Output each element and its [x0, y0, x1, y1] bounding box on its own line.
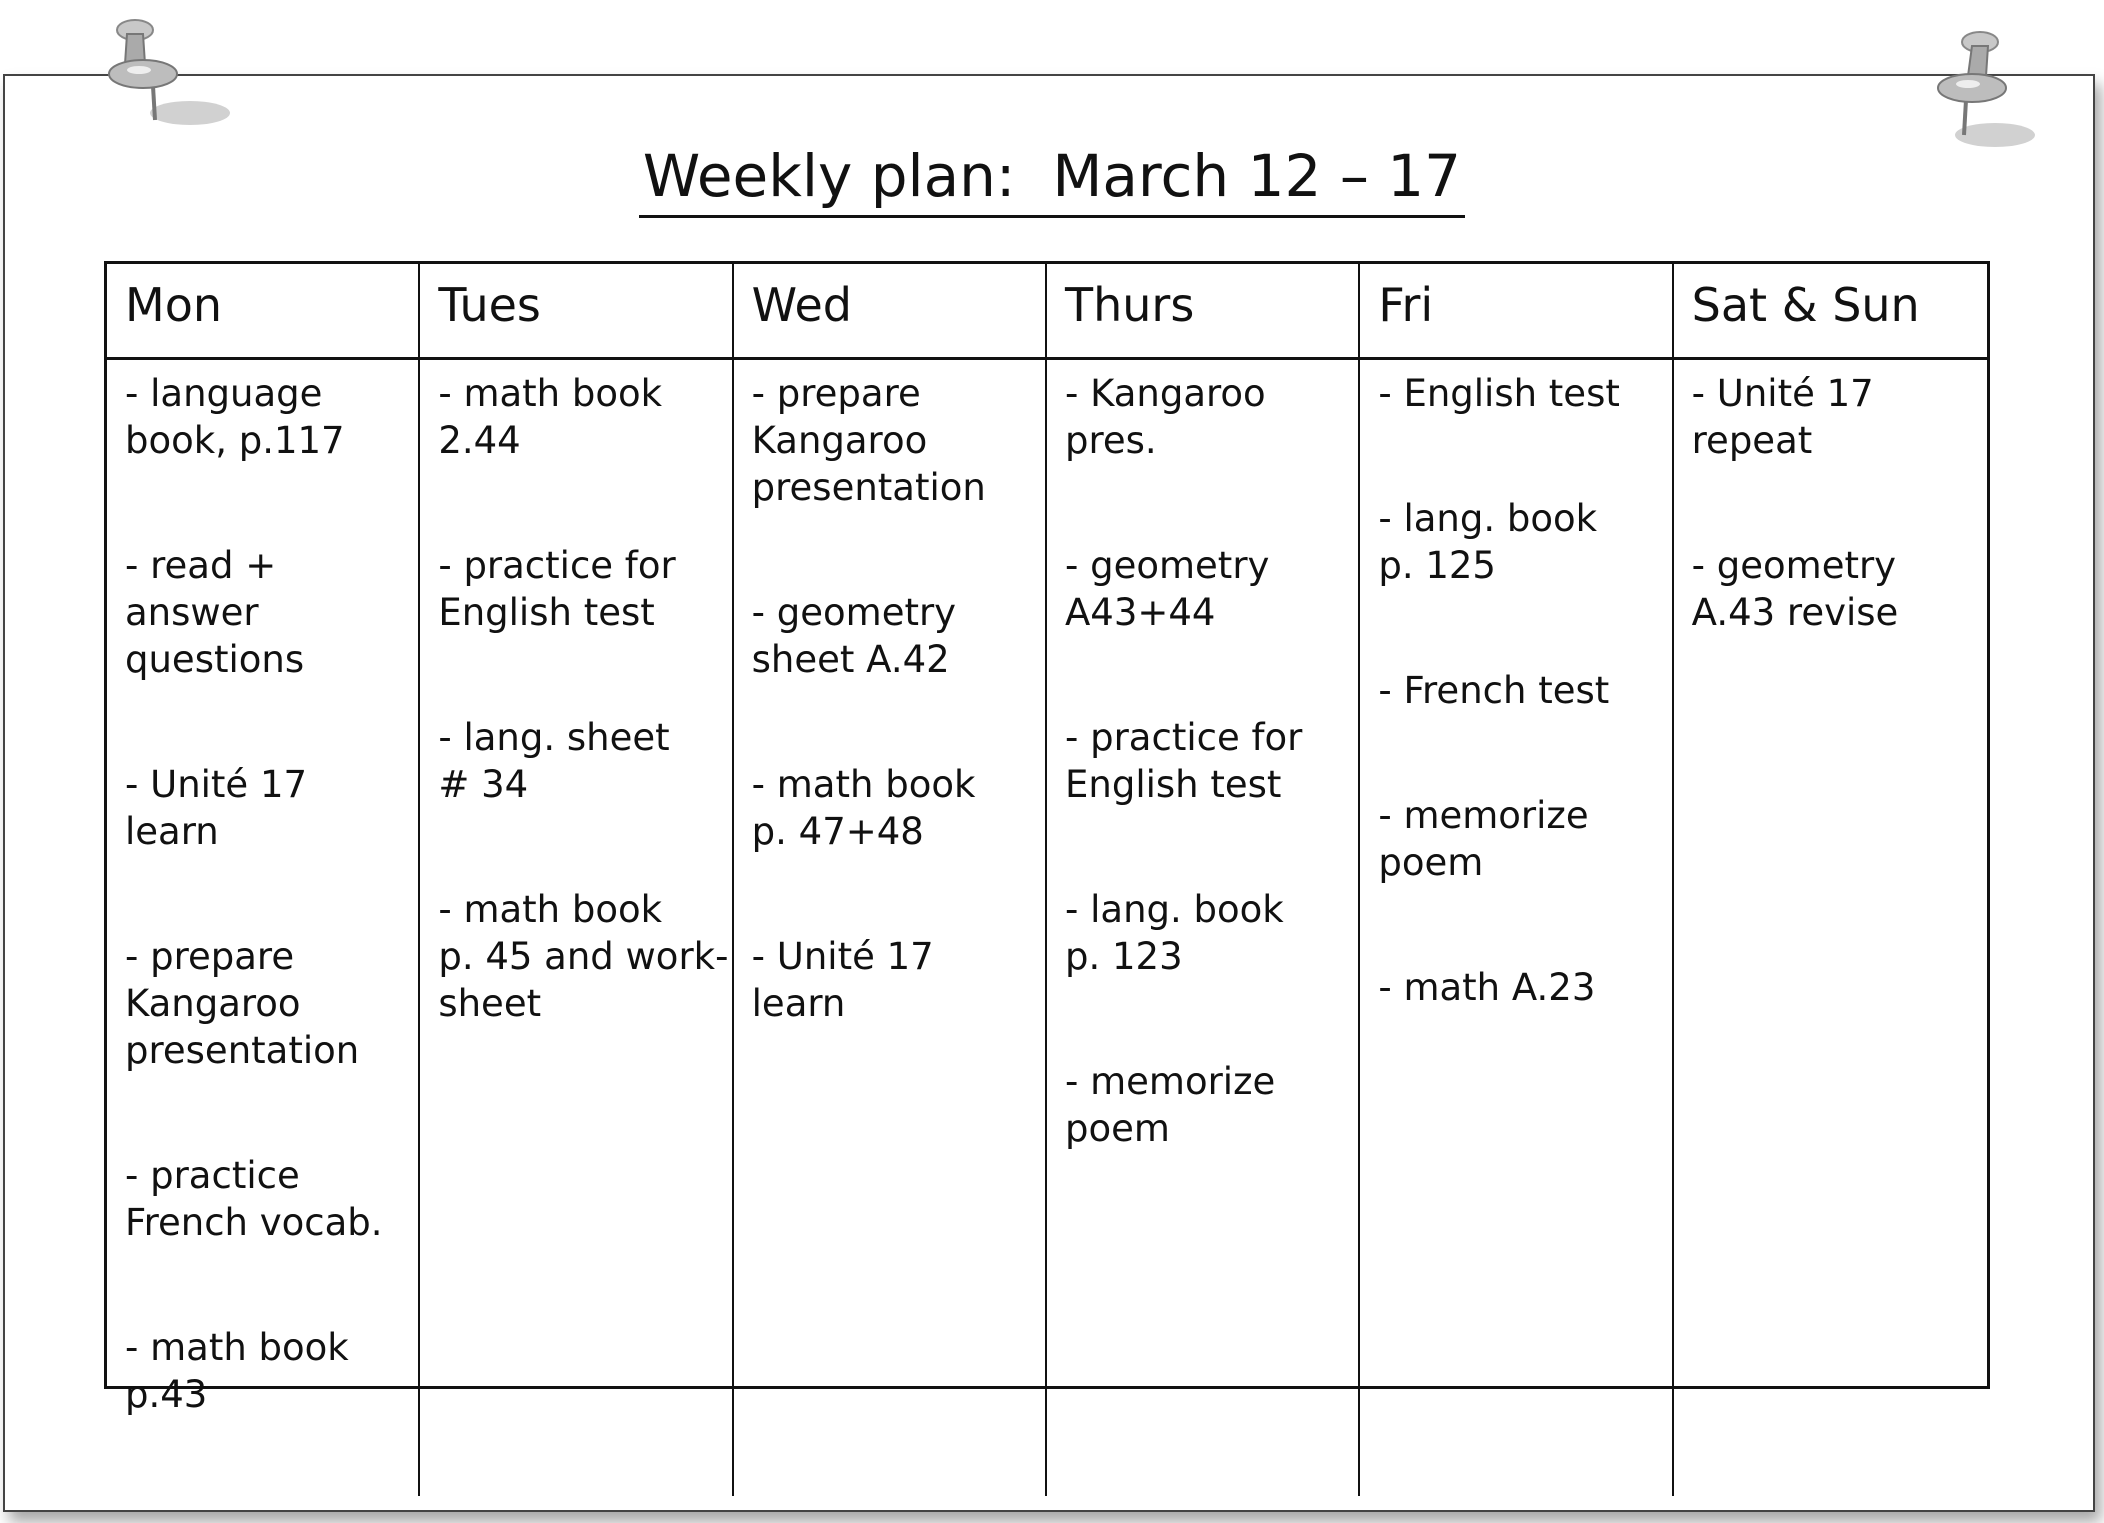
task-item: - Unité 17 repeat	[1691, 372, 1874, 462]
day-header-tues: Tues	[420, 264, 733, 360]
task-item: - practice for English test	[438, 544, 676, 634]
day-column-tues	[420, 360, 733, 1496]
task-item: - read + answer questions	[125, 544, 305, 681]
day-header-thurs: Thurs	[1047, 264, 1360, 360]
task-item: - geometry A43+44	[1065, 544, 1270, 634]
task-item: - Unité 17 learn	[125, 763, 308, 853]
task-item: - memorize poem	[1065, 1060, 1276, 1150]
task-item: - prepare Kangaroo presentation	[125, 935, 360, 1072]
task-item: - lang. book p. 125	[1378, 497, 1598, 587]
task-item: - French test	[1378, 669, 1610, 712]
task-item: - practice for English test	[1065, 716, 1303, 806]
task-item: - math book p. 45 and work- sheet	[438, 888, 729, 1025]
day-column-thurs	[1047, 360, 1360, 1496]
day-header-fri: Fri	[1360, 264, 1673, 360]
task-item: - math book p.43	[125, 1326, 349, 1416]
task-item: - prepare Kangaroo presentation	[751, 372, 986, 509]
task-item: - math book p. 47+48	[751, 763, 976, 853]
pushpin-icon	[95, 8, 235, 148]
pushpin-icon	[1910, 20, 2050, 160]
task-item: - geometry sheet A.42	[751, 591, 957, 681]
day-header-sat-sun: Sat & Sun	[1674, 264, 1987, 360]
day-column-mon	[107, 360, 420, 1496]
task-item: - math book 2.44	[438, 372, 663, 462]
day-column-wed	[734, 360, 1047, 1496]
task-item: - English test	[1378, 372, 1620, 415]
page-title: Weekly plan: March 12 – 17	[639, 145, 1465, 218]
task-item: - lang. sheet # 34	[438, 716, 670, 806]
task-item: - lang. book p. 123	[1065, 888, 1284, 978]
task-item: - Kangaroo pres.	[1065, 372, 1266, 462]
task-item: - practice French vocab.	[125, 1154, 383, 1244]
task-item: - memorize poem	[1378, 794, 1589, 884]
task-item: - math A.23	[1378, 966, 1596, 1009]
day-header-wed: Wed	[734, 264, 1047, 360]
task-item: - language book, p.117	[125, 372, 345, 462]
task-item: - geometry A.43 revise	[1691, 544, 1899, 634]
day-header-mon: Mon	[107, 264, 420, 360]
weekly-plan-table	[104, 261, 1990, 1416]
task-item: - Unité 17 learn	[751, 935, 934, 1025]
day-column-fri	[1360, 360, 1673, 1496]
day-column-sat-sun	[1674, 360, 1987, 1496]
